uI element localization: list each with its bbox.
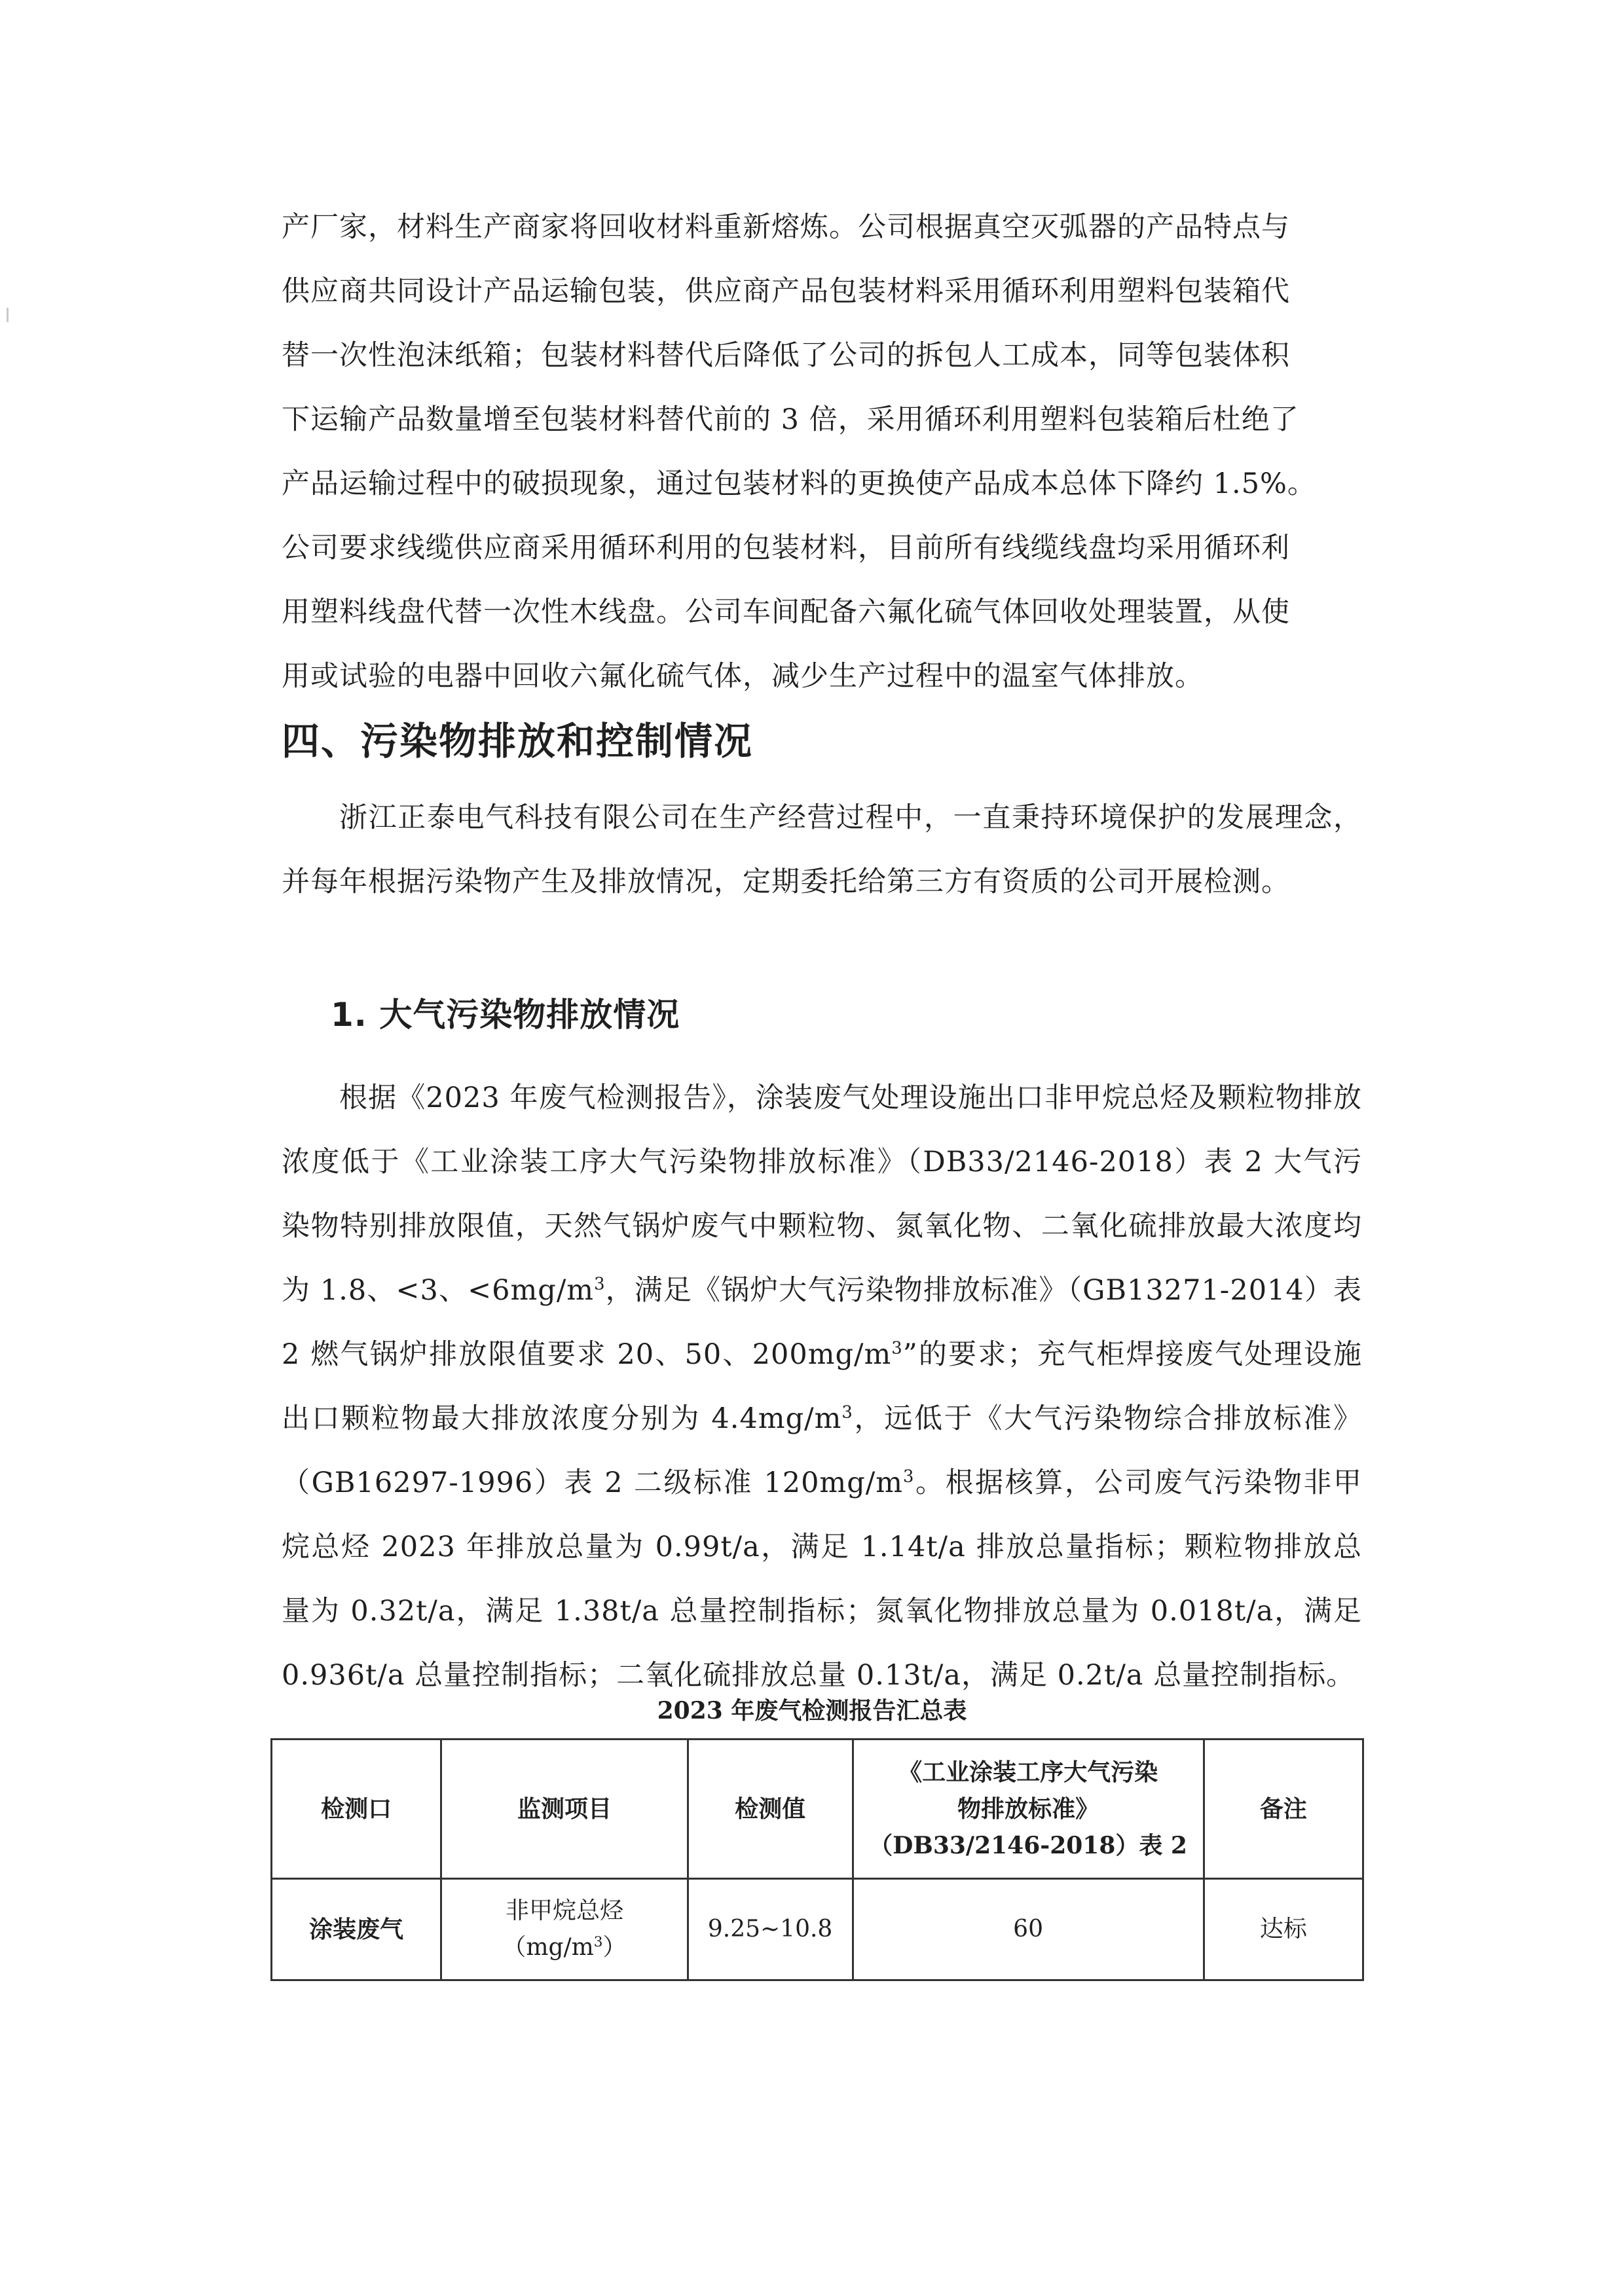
header-cell: 检测口 bbox=[272, 1740, 441, 1879]
scan-margin-mark bbox=[7, 308, 9, 322]
unit-text: ） bbox=[602, 1934, 627, 1961]
table-cell: 60 bbox=[853, 1879, 1204, 1980]
paragraph-line: 用或试验的电器中回收六氟化硫气体，减少生产过程中的温室气体排放。 bbox=[282, 660, 1204, 693]
header-cell bbox=[853, 1740, 1204, 1879]
text-run: ”的要求；充气柜焊接废气处理设施出口颗粒物最大排放浓度分别为 4.4mg/m bbox=[282, 1338, 1363, 1435]
paragraph-line: 供应商共同设计产品运输包装，供应商产品包装材料采用循环利用塑料包装箱代 bbox=[282, 275, 1290, 308]
table-header-row bbox=[272, 1740, 1363, 1879]
superscript: 3 bbox=[594, 1274, 606, 1294]
superscript: 3 bbox=[841, 1402, 853, 1423]
table-row bbox=[272, 1879, 1363, 1980]
superscript: 3 bbox=[903, 1467, 915, 1487]
paragraph-line: 公司要求线缆供应商采用循环利用的包装材料，目前所有线缆线盘均采用循环利 bbox=[282, 532, 1290, 564]
paragraph-text bbox=[282, 1066, 1362, 1707]
paragraph-line: 用塑料线盘代替一次性木线盘。公司车间配备六氟化硫气体回收处理装置，从使 bbox=[282, 596, 1290, 629]
table-cell: 涂装废气 bbox=[272, 1879, 441, 1980]
header-line: （DB33/2146-2018）表 2 bbox=[869, 1832, 1187, 1859]
paragraph-intro bbox=[282, 786, 1362, 914]
header-cell: 监测项目 bbox=[441, 1740, 688, 1879]
paragraph-air-emissions bbox=[282, 1066, 1362, 1707]
header-line: 物排放标准》 bbox=[957, 1795, 1099, 1823]
table-cell: 达标 bbox=[1204, 1879, 1363, 1980]
superscript: 3 bbox=[593, 1934, 603, 1950]
paragraph-packaging bbox=[282, 195, 1362, 708]
section-heading: 四、污染物排放和控制情况 bbox=[282, 719, 754, 763]
paragraph-line: 产厂家，材料生产商家将回收材料重新熔炼。公司根据真空灭弧器的产品特点与 bbox=[282, 211, 1290, 244]
subsection-heading: 1. 大气污染物排放情况 bbox=[331, 996, 680, 1034]
header-cell: 检测值 bbox=[688, 1740, 853, 1879]
unit-text: （mg/m bbox=[502, 1934, 594, 1961]
paragraph-text: 浙江正泰电气科技有限公司在生产经营过程中，一直秉持环境保护的发展理念，并每年根据污染物产生及排放情况，定期委托给第三方有资质的公司开展检测。 bbox=[282, 801, 1362, 898]
header-line: 《工业涂装工序大气污染 bbox=[898, 1758, 1158, 1786]
header-cell: 备注 bbox=[1204, 1740, 1363, 1879]
table-cell bbox=[441, 1879, 688, 1980]
text-run: ，满足《锅炉大气污染物排放标准》（GB13271-2014）表 2 燃气锅炉排放限值要求 20、50、200mg/m bbox=[282, 1274, 1362, 1371]
text-run: 。根据核算，公司废气污染物非甲烷总烃 2023 年排放总量为 0.99t/a，满足 1.14t/a 排放总量指标；颗粒物排放总量为 0.32t/a，满足 1.38t/a 总量控制指标；氮氧化物排放总量为 0.018t/a，满足 0.936t/a 总量控制指标；二氧化硫排放总量 0.13t/a，满足 0.2t/a 总量控制指标。 bbox=[282, 1467, 1363, 1692]
cell-line: 非甲烷总烃 bbox=[505, 1897, 623, 1924]
table-cell: 9.25~10.8 bbox=[688, 1879, 853, 1980]
text-run: ，远低于《大气污染物综合排放标准》（GB16297-1996）表 2 二级标准 120mg/m bbox=[282, 1402, 1362, 1499]
superscript: 3 bbox=[891, 1338, 903, 1358]
paragraph-line: 产品运输过程中的破损现象，通过包装材料的更换使产品成本总体下降约 1.5%。 bbox=[282, 467, 1316, 500]
cell-line bbox=[449, 1929, 680, 1966]
table-caption: 2023 年废气检测报告汇总表 bbox=[657, 1697, 967, 1724]
paragraph-line: 下运输产品数量增至包装材料替代前的 3 倍，采用循环利用塑料包装箱后杜绝了 bbox=[282, 403, 1299, 436]
text-run: 根据《2023 年废气检测报告》，涂装废气处理设施出口非甲烷总烃及颗粒物排放浓度低于《工业涂装工序大气污染物排放标准》（DB33/2146-2018）表 2 大气污染物特别排放限值，天然气锅炉废气中颗粒物、氮氧化物、二氧化硫排放最大浓度均为 1.8、<3、<6mg/m bbox=[282, 1082, 1362, 1307]
emission-summary-table bbox=[270, 1738, 1364, 1981]
paragraph-line: 替一次性泡沫纸箱；包装材料替代后降低了公司的拆包人工成本，同等包装体积 bbox=[282, 339, 1290, 372]
